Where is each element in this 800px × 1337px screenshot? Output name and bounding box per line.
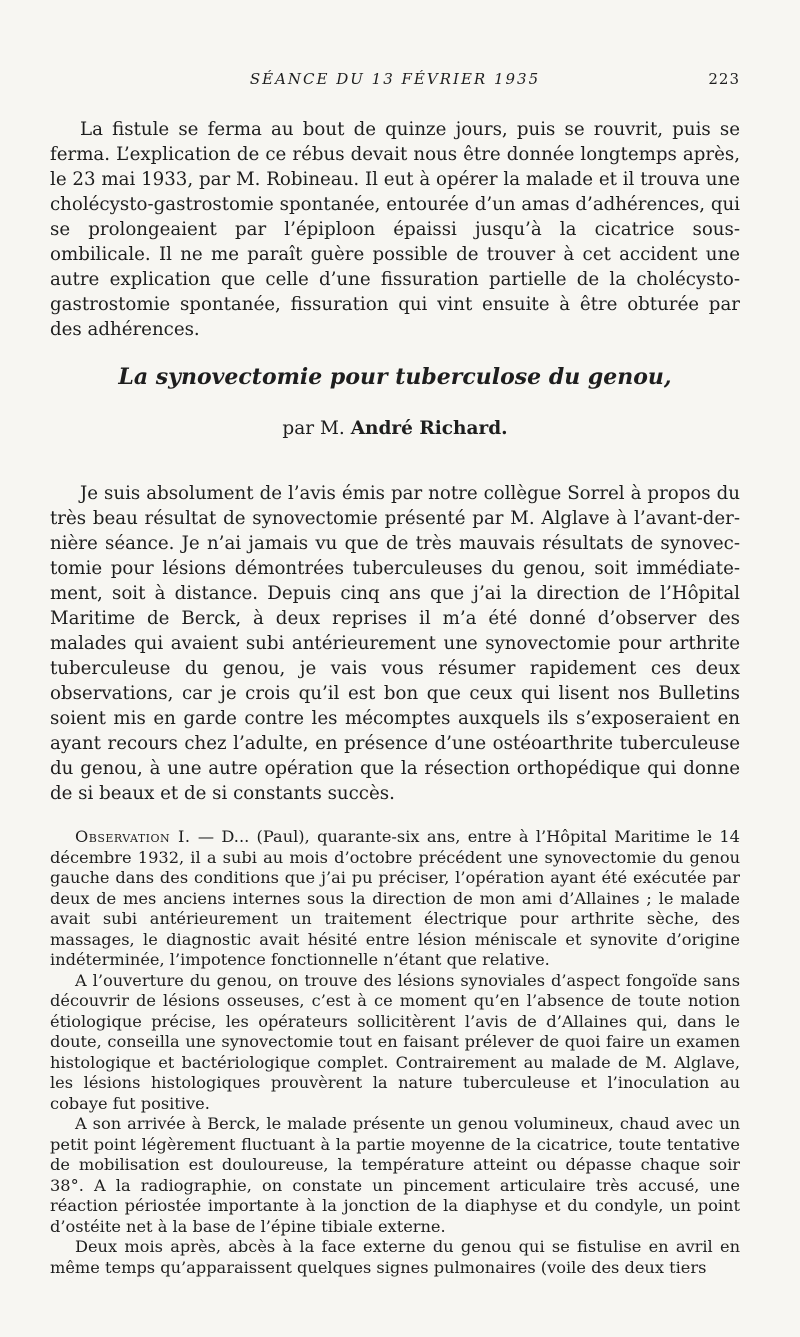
observation-paragraph	[50, 827, 740, 971]
observation-paragraph-2: A l’ouverture du genou, on trouve des lésions synoviales d’aspect fongoïde sans découvrir de lésions osseuses, c’est à ce moment qu’en l’absence de toute notion étiologique précise, les opérateurs sollicitèrent l’avis de d’Allaines qui, dans le doute, conseilla une synovectomie tout en faisant prélever de quoi faire un examen histologique et bactériologique complet. Contrairement au malade de M. Alglave, les lésions histologiques prouvèrent la nature tuberculeuse et l’inoculation au cobaye fut positive.	[50, 970, 740, 1113]
main-paragraph: Je suis absolument de l’avis émis par notre collègue Sorrel à propos du très beau résultat de synovectomie présenté par M. Alglave à l’avant-dernière séance. Je n’ai jamais vu que de très mauvais résultats de synovectomie pour lésions démontrées tuberculeuses du genou, soit immédiatement, soit à distance. Depuis cinq ans que j’ai la direction de l’Hôpital Maritime de Berck, à deux reprises il m’a été donné d’observer des malades qui avaient subi antérieurement une synovectomie pour arthrite tuberculeuse du genou, je vais vous résumer rapidement ces deux observations, car je crois qu’il est bon que ceux qui lisent nos Bulletins soient mis en garde contre les mécomptes auxquels ils s’exposeraient en ayant recours chez l’adulte, en présence d’une ostéoarthrite tuberculeuse du genou, à une autre opération que la résection orthopédique qui donne de si beaux et de si constants succès.	[50, 483, 740, 804]
intro-section	[50, 117, 740, 342]
byline-prefix: par M.	[282, 418, 345, 439]
page-number: 223	[708, 70, 740, 88]
page-header	[50, 70, 740, 94]
running-title: SÉANCE DU 13 FÉVRIER 1935	[249, 70, 541, 88]
section-title: La synovectomie pour tuberculose du genou,	[118, 364, 672, 390]
intro-paragraph: La fistule se ferma au bout de quinze jours, puis se rouvrit, puis se ferma. L’explication de ce rébus devait nous être donnée longtemps après, le 23 mai 1933, par M. Robineau. Il eut à opérer la malade et il trouva une cholécysto-gastrostomie spontanée, entourée d’un amas d’adhérences, qui se prolongeaient par l’épiploon épaissi jusqu’à la cicatrice sous-ombilicale. Il ne me paraît guère possible de trouver à cet accident une autre explication que celle d’une fissuration partielle de la cholécysto-gastrostomie spontanée, fissuration qui vint ensuite à être obturée par des adhérences.	[50, 119, 740, 340]
byline	[50, 418, 740, 439]
observation-label: Observation I.	[75, 827, 191, 846]
main-section	[50, 481, 740, 806]
author-name: André Richard.	[350, 418, 508, 439]
observation-paragraph-3: A son arrivée à Berck, le malade présente un genou volumineux, chaud avec un petit point légèrement fluctuant à la partie moyenne de la cicatrice, toute tentative de mobilisation est douloureuse, la température atteint ou dépasse chaque soir 38°. A la radiographie, on constate un pincement articulaire très accusé, une réaction périostée importante à la jonction de la diaphyse et du condyle, un point d’ostéite net à la base de l’épine tibiale externe.	[50, 1114, 740, 1236]
observation-section	[50, 827, 740, 1278]
observation-paragraph-4: Deux mois après, abcès à la face externe du genou qui se fistulise en avril en même temps qu’apparaissent quelques signes pulmonaires (voile des deux tiers	[50, 1237, 740, 1277]
observation-text: — D... (Paul), quarante-six ans, entre à l’Hôpital Maritime le 14 décembre 1932, il a subi au mois d’octobre précédent une synovectomie du genou gauche dans des conditions que j’ai pu préciser, l’opération ayant été exécutée par deux de mes anciens internes sous la direction de mon ami d’Allaines ; le malade avait subi antérieurement un traitement électrique pour arthrite sèche, des massages, le diagnostic avait hésité entre lésion méniscale et synovite d’origine indéterminée, l’impotence fonctionnelle n’étant que relative.	[50, 827, 740, 969]
